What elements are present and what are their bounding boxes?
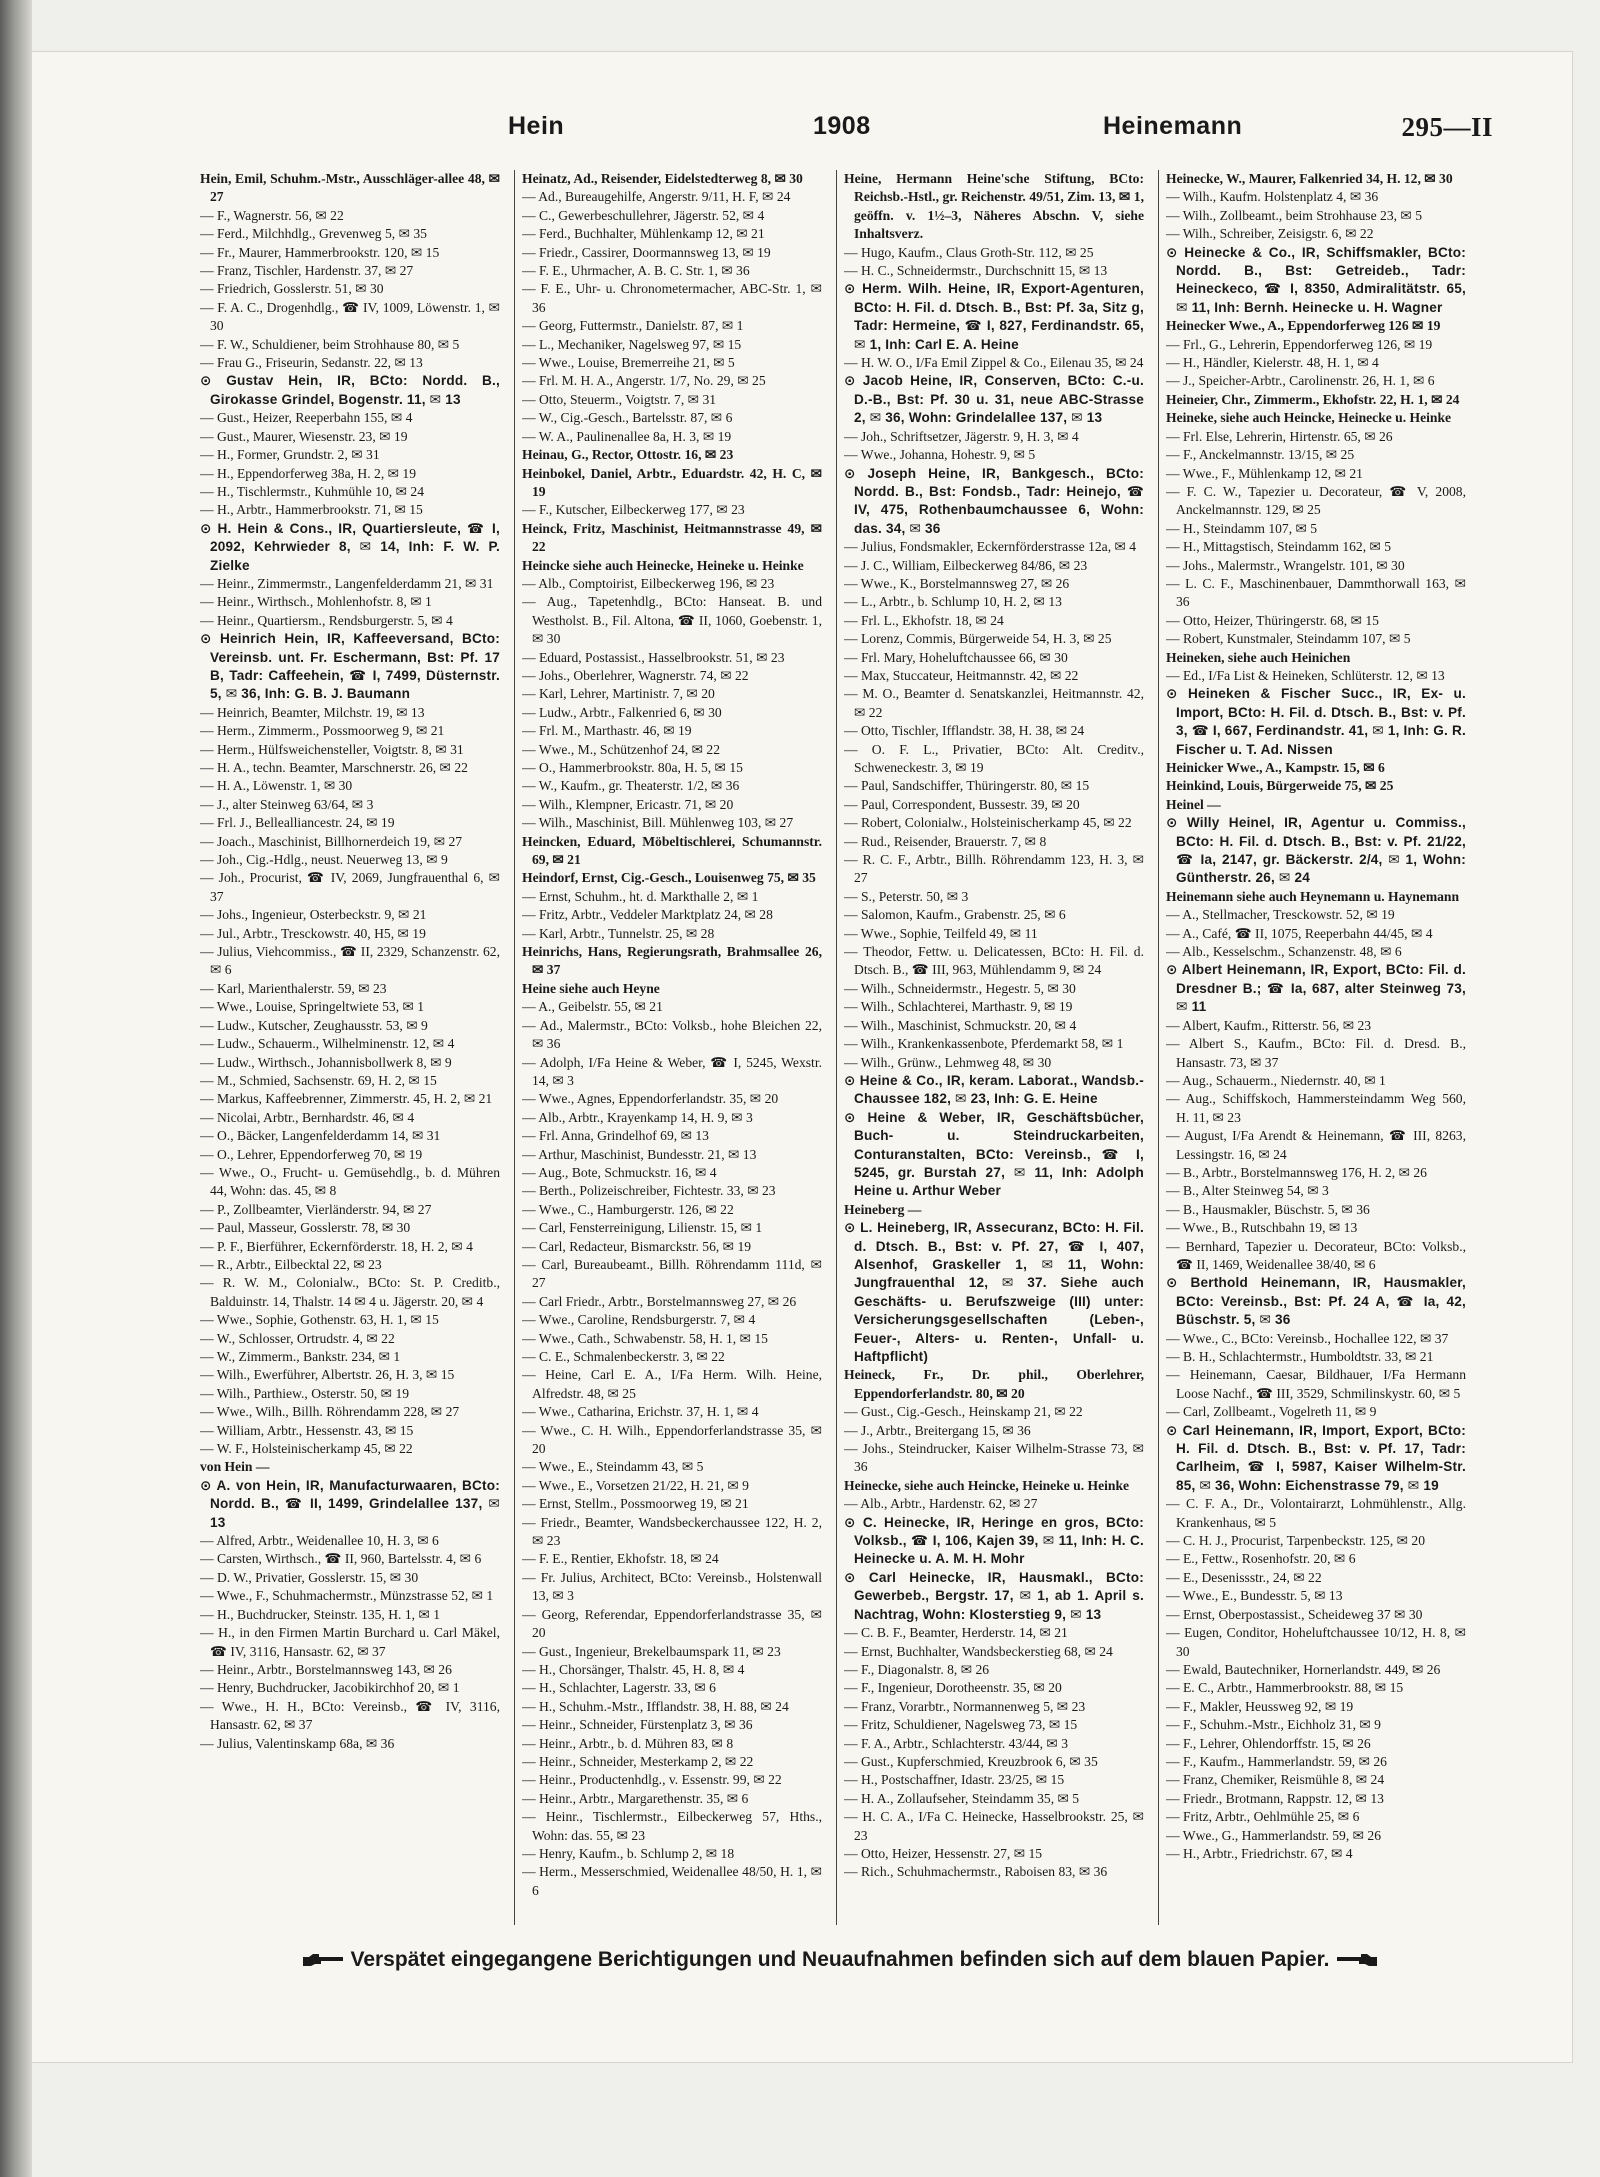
directory-entry: — J. C., William, Eilbeckerweg 84/86, ✉ 23 [844, 557, 1088, 573]
directory-entry: ⊙ Albert Heinemann, IR, Export, BCto: Fil. d. Dresdner B.; ☎ Ia, 687, alter Steinweg 73, ✉ 11 [1166, 962, 1466, 1015]
directory-entry: — Otto, Steuerm., Voigtstr. 7, ✉ 31 [522, 391, 717, 407]
directory-entry: — Albert S., Kaufm., BCto: Fil. d. Dresd. B., Hansastr. 73, ✉ 37 [1166, 1036, 1466, 1070]
directory-entry: — Johs., Steindrucker, Kaiser Wilhelm-Strasse 73, ✉ 36 [844, 1441, 1144, 1475]
column-divider [1158, 170, 1159, 1925]
directory-entry: — L. C. F., Maschinenbauer, Dammthorwall 163, ✉ 36 [1166, 575, 1466, 610]
directory-entry: — Gust., Cig.-Gesch., Heinskamp 21, ✉ 22 [844, 1404, 1083, 1420]
directory-entry: — R. C. F., Arbtr., Billh. Röhrendamm 123, H. 3, ✉ 27 [844, 852, 1144, 886]
directory-entry: — F. A. C., Drogenhdlg., ☎ IV, 1009, Löwenstr. 1, ✉ 30 [200, 299, 500, 334]
directory-entry: — Joh., Procurist, ☎ IV, 2069, Jungfrauenthal 6, ✉ 37 [200, 870, 500, 904]
directory-entry: — Carl, Bureaubeamt., Billh. Röhrendamm 111d, ✉ 27 [522, 1256, 822, 1291]
directory-entry: — Carl, Redacteur, Bismarckstr. 56, ✉ 19 [522, 1238, 752, 1254]
directory-entry: — Frl. J., Bellealliancestr. 24, ✉ 19 [200, 815, 395, 831]
directory-entry: Heincken, Eduard, Möbeltischlerei, Schumannstr. 69, ✉ 21 [522, 833, 822, 868]
directory-entry: — Adolph, I/Fa Heine & Weber, ☎ I, 5245, Wexstr. 14, ✉ 3 [522, 1054, 822, 1088]
directory-entry: — H., Tischlermstr., Kuhmühle 10, ✉ 24 [200, 483, 424, 499]
directory-entry: — H., Buchdrucker, Steinstr. 135, H. 1, ✉ 1 [200, 1606, 441, 1622]
directory-entry: — Aug., Tapetenhdlg., BCto: Hanseat. B. und Westholst. B., Fil. Altona, ☎ II, 1060, Goebenstr. 1, ✉ 30 [522, 594, 822, 647]
directory-entry: ⊙ Heine & Weber, IR, Geschäftsbücher, Buch- u. Steindruckarbeiten, Conturanstalten, BCto: Vereinsb., ☎ I, 5245, gr. Burstah 27, ✉ 11, Inh: Adolph Heine u. Arthur Weber [844, 1109, 1144, 1199]
directory-entry: — Fr., Maurer, Hammerbrookstr. 120, ✉ 15 [200, 244, 440, 260]
directory-entry: — Wilh., Schlachterei, Marthastr. 9, ✉ 19 [844, 999, 1073, 1015]
directory-entry: — P. F., Bierführer, Eckernförderstr. 18, H. 2, ✉ 4 [200, 1238, 473, 1254]
directory-entry: — Otto, Tischler, Ifflandstr. 38, H. 38, ✉ 24 [844, 723, 1085, 739]
directory-entry: — C. H. J., Procurist, Tarpenbeckstr. 125, ✉ 20 [1166, 1533, 1426, 1549]
directory-entry: — Julius, Valentinskamp 68a, ✉ 36 [200, 1735, 395, 1751]
directory-entry: — Ernst, Stellm., Possmoorweg 19, ✉ 21 [522, 1496, 749, 1512]
directory-entry: — Wilh., Ewerführer, Albertstr. 26, H. 3, ✉ 15 [200, 1367, 455, 1383]
directory-entry: — A., Café, ☎ II, 1075, Reeperbahn 44/45, ✉ 4 [1166, 925, 1433, 941]
directory-entry: Heindorf, Ernst, Cig.-Gesch., Louisenweg 75, ✉ 35 [522, 870, 816, 886]
directory-entry: Heinemann siehe auch Heynemann u. Haynemann [1166, 888, 1460, 904]
directory-entry: — William, Arbtr., Hessenstr. 43, ✉ 15 [200, 1422, 414, 1438]
directory-entry: — Max, Stuccateur, Heitmannstr. 42, ✉ 22 [844, 667, 1079, 683]
directory-entry: — D. W., Privatier, Gosslerstr. 15, ✉ 30 [200, 1569, 419, 1585]
directory-entry: — Wwe., O., Frucht- u. Gemüsehdlg., b. d. Mühren 44, Wohn: das. 45, ✉ 8 [200, 1164, 500, 1199]
directory-entry: Heinau, G., Rector, Ottostr. 16, ✉ 23 [522, 447, 734, 463]
directory-entry: — Wilh., Grünw., Lehmweg 48, ✉ 30 [844, 1054, 1052, 1070]
directory-entry: ⊙ Carl Heinemann, IR, Import, Export, BCto: H. Fil. d. Dtsch. B., Bst: v. Pf. 17, Tadr: Carlheim, ☎ I, 5987, Kaiser Wilhelm-Str. 85, ✉ 36, Wohn: Eichenstrasse 79, ✉ 19 [1166, 1422, 1466, 1493]
directory-entry: — Ad., Malermstr., BCto: Volksb., hohe Bleichen 22, ✉ 36 [522, 1017, 822, 1052]
page-number: 295—II [1401, 112, 1493, 142]
directory-entry: — Fr. Julius, Architect, BCto: Vereinsb., Holstenwall 13, ✉ 3 [522, 1569, 822, 1604]
directory-entry: — Karl, Arbtr., Tunnelstr. 25, ✉ 28 [522, 925, 715, 941]
directory-column-4 [1166, 170, 1466, 1925]
footer-text: Verspätet eingegangene Berichtigungen und Neuaufnahmen befinden sich auf dem blauen Papier. [350, 1948, 1330, 1971]
directory-entry: ⊙ L. Heineberg, IR, Assecuranz, BCto: H. Fil. d. Dtsch. B., Bst: v. Pf. 27, ☎ I, 407, Alsenhof, Graskeller 1, ✉ 11, Wohn: Jungfrauenthal 12, ✉ 37. Siehe auch Geschäfts- u. Berufszweige (III) unter: Versicherungsgesellschaften (Leben-, Feuer-, Alters- u. Renten-, Unfall- u. Haftpflicht) [844, 1220, 1144, 1364]
directory-entry: — Wwe., C. H. Wilh., Eppendorferlandstrasse 35, ✉ 20 [522, 1422, 822, 1457]
directory-entry: — Ferd., Milchhdlg., Grevenweg 5, ✉ 35 [200, 226, 427, 242]
directory-entry: — H., Chorsänger, Thalstr. 45, H. 8, ✉ 4 [522, 1661, 745, 1677]
directory-entry: — Eduard, Postassist., Hasselbrookstr. 51, ✉ 23 [522, 649, 785, 665]
directory-entry: ⊙ Heineken & Fischer Succ., IR, Ex- u. Import, BCto: H. Fil. d. Dtsch. B., Bst: v. Pf. 3, ☎ I, 667, Ferdinandstr. 41, ✉ 1, Inh: G. R. Fischer u. T. Ad. Nissen [1166, 686, 1466, 757]
directory-entry: — Wwe., F., Schuhmachermstr., Münzstrasse 52, ✉ 1 [200, 1588, 494, 1604]
directory-entry: — Gust., Heizer, Reeperbahn 155, ✉ 4 [200, 410, 413, 426]
directory-entry: — F., Lehrer, Ohlendorffstr. 15, ✉ 26 [1166, 1735, 1371, 1751]
directory-entry: — Fritz, Schuldiener, Nagelsweg 73, ✉ 15 [844, 1717, 1078, 1733]
directory-column-3 [844, 170, 1144, 1925]
directory-entry: — A., Stellmacher, Tresckowstr. 52, ✉ 19 [1166, 907, 1395, 923]
directory-entry: — H., in den Firmen Martin Burchard u. Carl Mäkel, ☎ IV, 3116, Hansastr. 62, ✉ 37 [200, 1625, 500, 1659]
directory-entry: Heine, Hermann Heine'sche Stiftung, BCto: Reichsb.-Hstl., gr. Reichenstr. 49/51, Zim. 13, ✉ 1, geöffn. v. 1½–3, Näheres Abschn. V, siehe Inhaltsverz. [844, 171, 1144, 242]
directory-entry: — Heine, Carl E. A., I/Fa Herm. Wilh. Heine, Alfredstr. 48, ✉ 25 [522, 1367, 822, 1401]
directory-entry: — Alb., Arbtr., Hardenstr. 62, ✉ 27 [844, 1496, 1038, 1512]
directory-entry: — Hugo, Kaufm., Claus Groth-Str. 112, ✉ 25 [844, 244, 1094, 260]
directory-entry: — Wwe., E., Bundesstr. 5, ✉ 13 [1166, 1588, 1343, 1604]
directory-entry: — Ernst, Schuhm., ht. d. Markthalle 2, ✉ 1 [522, 888, 759, 904]
directory-entry: — Frl. Anna, Grindelhof 69, ✉ 13 [522, 1128, 709, 1144]
directory-entry: Heincke siehe auch Heinecke, Heineke u. Heinke [522, 557, 804, 573]
directory-entry: — Wwe., B., Rutschbahn 19, ✉ 13 [1166, 1220, 1358, 1236]
directory-entry: — Wilh., Parthiew., Osterstr. 50, ✉ 19 [200, 1385, 410, 1401]
directory-entry: — Frl. L., Ekhofstr. 18, ✉ 24 [844, 612, 1004, 628]
directory-entry: ⊙ Jacob Heine, IR, Conserven, BCto: C.-u. D.-B., Bst: Pf. 30 u. 31, neue ABC-Strasse 2, ✉ 36, Wohn: Grindelallee 137, ✉ 13 [844, 373, 1144, 426]
directory-entry: — H., Schlachter, Lagerstr. 33, ✉ 6 [522, 1680, 716, 1696]
directory-entry: Heinel — [1166, 796, 1221, 812]
directory-entry: Heinck, Fritz, Maschinist, Heitmannstrasse 49, ✉ 22 [522, 520, 822, 555]
directory-entry: — L., Mechaniker, Nagelsweg 97, ✉ 15 [522, 336, 742, 352]
directory-entry: — J., Arbtr., Breitergang 15, ✉ 36 [844, 1422, 1031, 1438]
directory-entry: — Johs., Oberlehrer, Wagnerstr. 74, ✉ 22 [522, 667, 749, 683]
directory-entry: — Paul, Correspondent, Bussestr. 39, ✉ 20 [844, 796, 1080, 812]
directory-entry: Heinicker Wwe., A., Kampstr. 15, ✉ 6 [1166, 760, 1385, 775]
directory-entry: — B., Hausmakler, Büschstr. 5, ✉ 36 [1166, 1201, 1370, 1217]
directory-entry: ⊙ Joseph Heine, IR, Bankgesch., BCto: Nordd. B., Bst: Fondsb., Tadr: Heinejo, ☎ IV, 475, Rothenbaumchaussee 6, Wohn: das. 34, ✉ 36 [844, 465, 1144, 536]
directory-entry: — Otto, Heizer, Thüringerstr. 68, ✉ 15 [1166, 612, 1379, 628]
directory-entry: Heineke, siehe auch Heincke, Heinecke u. Heinke [1166, 410, 1452, 426]
directory-entry: Heineck, Fr., Dr. phil., Oberlehrer, Eppendorferlandstr. 80, ✉ 20 [844, 1367, 1144, 1401]
directory-entry: — Carl, Fensterreinigung, Lilienstr. 15, ✉ 1 [522, 1220, 763, 1236]
column-divider [836, 170, 837, 1925]
directory-entry: — F. E., Rentier, Ekhofstr. 18, ✉ 24 [522, 1551, 719, 1567]
directory-entry: — Salomon, Kaufm., Grabenstr. 25, ✉ 6 [844, 907, 1066, 923]
directory-entry: — Nicolai, Arbtr., Bernhardstr. 46, ✉ 4 [200, 1109, 415, 1125]
directory-entry: — Wilh., Maschinist, Bill. Mühlenweg 103, ✉ 27 [522, 815, 794, 831]
directory-entry: — W. F., Holsteinischerkamp 45, ✉ 22 [200, 1441, 413, 1457]
header-last-name: Heinemann [1103, 112, 1243, 140]
directory-entry: — Friedr., Beamter, Wandsbeckerchaussee 122, H. 2, ✉ 23 [522, 1514, 822, 1549]
directory-entry: Heinbokel, Daniel, Arbtr., Eduardstr. 42, H. C, ✉ 19 [522, 465, 822, 499]
directory-entry: — S., Peterstr. 50, ✉ 3 [844, 888, 969, 904]
directory-entry: — Lorenz, Commis, Bürgerweide 54, H. 3, ✉ 25 [844, 631, 1112, 647]
directory-entry: Heinecke, siehe auch Heincke, Heineke u. Heinke [844, 1477, 1130, 1493]
directory-entry: — Eugen, Conditor, Hoheluftchaussee 10/12, H. 8, ✉ 30 [1166, 1625, 1466, 1659]
directory-entry: — Theodor, Fettw. u. Delicatessen, BCto: H. Fil. d. Dtsch. B., ☎ III, 963, Mühlendamm 9, ✉ 24 [844, 944, 1144, 978]
directory-entry: — Heinr., Arbtr., Margarethenstr. 35, ✉ 6 [522, 1790, 749, 1806]
directory-entry: — Heinr., Arbtr., b. d. Mühren 83, ✉ 8 [522, 1735, 734, 1751]
directory-entry: — Robert, Colonialw., Holsteinischerkamp 45, ✉ 22 [844, 815, 1132, 831]
directory-entry: Heinrichs, Hans, Regierungsrath, Brahmsallee 26, ✉ 37 [522, 944, 822, 978]
directory-entry: — F. W., Schuldiener, beim Strohhause 80, ✉ 5 [200, 336, 460, 352]
directory-entry: — M., Schmied, Sachsenstr. 69, H. 2, ✉ 15 [200, 1072, 437, 1088]
directory-entry: — Heinr., Wirthsch., Mohlenhofstr. 8, ✉ 1 [200, 594, 432, 610]
directory-entry: — Johs., Ingenieur, Osterbeckstr. 9, ✉ 21 [200, 907, 427, 923]
directory-entry: — W., Kaufm., gr. Theaterstr. 1/2, ✉ 36 [522, 778, 740, 794]
directory-entry: — Ludw., Arbtr., Falkenried 6, ✉ 30 [522, 704, 722, 720]
directory-entry: — Julius, Fondsmakler, Eckernförderstrasse 12a, ✉ 4 [844, 539, 1137, 555]
directory-entry: — F., Diagonalstr. 8, ✉ 26 [844, 1661, 990, 1677]
directory-entry: — Ernst, Oberpostassist., Scheideweg 37 ✉ 30 [1166, 1606, 1423, 1622]
header-year: 1908 [813, 112, 871, 140]
directory-entry: — F., Makler, Heussweg 92, ✉ 19 [1166, 1698, 1354, 1714]
directory-entry: — Otto, Heizer, Hessenstr. 27, ✉ 15 [844, 1845, 1043, 1861]
directory-entry: — Karl, Marienthalerstr. 59, ✉ 23 [200, 980, 387, 996]
directory-entry: ⊙ Heine & Co., IR, keram. Laborat., Wandsb.-Chaussee 182, ✉ 23, Inh: G. E. Heine [844, 1072, 1144, 1107]
directory-entry: — J., alter Steinweg 63/64, ✉ 3 [200, 796, 374, 812]
directory-entry: — Ludw., Wirthsch., Johannisbollwerk 8, ✉ 9 [200, 1054, 452, 1070]
directory-entry: — Bernhard, Tapezier u. Decorateur, BCto: Volksb., ☎ II, 1469, Weidenallee 38/40, ✉ 6 [1166, 1238, 1466, 1272]
directory-entry: — E., Fettw., Rosenhofstr. 20, ✉ 6 [1166, 1551, 1356, 1567]
directory-entry: — Jul., Arbtr., Tresckowstr. 40, H5, ✉ 19 [200, 925, 426, 941]
directory-entry: — Henry, Buchdrucker, Jacobikirchhof 20, ✉ 1 [200, 1680, 460, 1696]
directory-entry: — Wwe., E., Vorsetzen 21/22, H. 21, ✉ 9 [522, 1477, 749, 1493]
directory-entry: — F., Ingenieur, Dorotheenstr. 35, ✉ 20 [844, 1680, 1062, 1696]
directory-entry: ⊙ Heinecke & Co., IR, Schiffsmakler, BCto: Nordd. B., Bst: Getreideb., Tadr: Heineckeco, ☎ I, 8350, Admiralitätstr. 65, ✉ 11, Inh: Bernh. Heinecke u. H. Wagner [1166, 244, 1466, 315]
directory-entry: — Wwe., C., Hamburgerstr. 126, ✉ 22 [522, 1201, 734, 1217]
directory-entry: — Wwe., K., Borstelmannsweg 27, ✉ 26 [844, 575, 1070, 591]
directory-entry: — Frl. Else, Lehrerin, Hirtenstr. 65, ✉ 26 [1166, 428, 1393, 444]
directory-entry: — Heinr., Schneider, Mesterkamp 2, ✉ 22 [522, 1753, 754, 1769]
directory-entry: Heineken, siehe auch Heinichen [1166, 649, 1351, 665]
directory-entry: — Gust., Ingenieur, Brekelbaumspark 11, ✉ 23 [522, 1643, 781, 1659]
directory-entry: — Berth., Polizeischreiber, Fichtestr. 33, ✉ 23 [522, 1183, 776, 1199]
directory-entry: — E. C., Arbtr., Hammerbrookstr. 88, ✉ 15 [1166, 1680, 1404, 1696]
directory-column-1 [200, 170, 500, 1925]
directory-entry: ⊙ Heinrich Hein, IR, Kaffeeversand, BCto: Vereinsb. unt. Fr. Eschermann, Bst: Pf. 17 B, Tadr: Caffeehein, ☎ I, 7499, Düsternstr. 5, ✉ 36, Inh: G. B. J. Baumann [200, 631, 500, 702]
directory-entry: — F. A., Arbtr., Schlachterstr. 43/44, ✉ 3 [844, 1735, 1069, 1751]
directory-entry: — F., Kutscher, Eilbeckerweg 177, ✉ 23 [522, 502, 745, 518]
pointing-hand-right-icon [301, 1952, 345, 1968]
directory-entry: — H. A., techn. Beamter, Marschnerstr. 26, ✉ 22 [200, 760, 468, 775]
directory-entry: ⊙ Berthold Heinemann, IR, Hausmakler, BCto: Vereinsb., Bst: Pf. 24 A, ☎ Ia, 42, Büschstr. 5, ✉ 36 [1166, 1275, 1466, 1328]
directory-entry: — C. E., Schmalenbeckerstr. 3, ✉ 22 [522, 1349, 725, 1364]
directory-entry: — H., Arbtr., Hammerbrookstr. 71, ✉ 15 [200, 502, 423, 518]
book-spine [0, 0, 32, 2177]
directory-entry: — Wwe., Johanna, Hohestr. 9, ✉ 5 [844, 447, 1036, 463]
directory-entry: — Alb., Comptoirist, Eilbeckerweg 196, ✉ 23 [522, 575, 775, 591]
directory-entry: — O., Hammerbrookstr. 80a, H. 5, ✉ 15 [522, 760, 743, 775]
directory-entry: ⊙ A. von Hein, IR, Manufacturwaaren, BCto: Nordd. B., ☎ II, 1499, Grindelallee 137, ✉ 13 [200, 1477, 500, 1530]
directory-entry: — Aug., Schauerm., Niedernstr. 40, ✉ 1 [1166, 1072, 1386, 1088]
directory-entry: — Joach., Maschinist, Billhornerdeich 19, ✉ 27 [200, 833, 463, 849]
directory-entry: — Wwe., Agnes, Eppendorferlandstr. 35, ✉ 20 [522, 1091, 779, 1107]
directory-entry: — Rich., Schuhmachermstr., Raboisen 83, ✉ 36 [844, 1864, 1108, 1880]
directory-entry: — H. A., Löwenstr. 1, ✉ 30 [200, 778, 353, 794]
directory-entry: — Ludw., Schauerm., Wilhelminenstr. 12, ✉ 4 [200, 1036, 455, 1052]
directory-entry: — Franz, Vorarbtr., Normannenweg 5, ✉ 23 [844, 1698, 1086, 1714]
directory-entry: — Heinrich, Beamter, Milchstr. 19, ✉ 13 [200, 704, 425, 720]
directory-entry: — August, I/Fa Arendt & Heinemann, ☎ III, 8263, Lessingstr. 16, ✉ 24 [1166, 1128, 1466, 1162]
directory-entry: — Friedr., Cassirer, Doormannsweg 13, ✉ 19 [522, 244, 771, 260]
directory-entry: — Frl. M., Marthastr. 46, ✉ 19 [522, 723, 692, 739]
directory-entry: — Wwe., F., Mühlenkamp 12, ✉ 21 [1166, 465, 1363, 481]
directory-entry: — W. A., Paulinenallee 8a, H. 3, ✉ 19 [522, 428, 732, 444]
directory-entry: — Paul, Masseur, Gosslerstr. 78, ✉ 30 [200, 1220, 411, 1236]
directory-columns [200, 170, 1480, 1925]
directory-entry: — H., Arbtr., Friedrichstr. 67, ✉ 4 [1166, 1845, 1353, 1861]
directory-entry: — Franz, Chemiker, Reismühle 8, ✉ 24 [1166, 1772, 1385, 1788]
directory-entry: — Wilh., Krankenkassenbote, Pferdemarkt 58, ✉ 1 [844, 1036, 1124, 1052]
directory-entry: — C. F. A., Dr., Volontairarzt, Lohmühlenstr., Allg. Krankenhaus, ✉ 5 [1166, 1496, 1466, 1530]
directory-entry: — Arthur, Maschinist, Bundesstr. 21, ✉ 13 [522, 1146, 757, 1162]
directory-entry: Heinatz, Ad., Reisender, Eidelstedterweg 8, ✉ 30 [522, 171, 803, 186]
directory-entry: Heineberg — [844, 1201, 922, 1217]
directory-entry: — H., Postschaffner, Idastr. 23/25, ✉ 15 [844, 1772, 1065, 1788]
directory-entry: — Aug., Bote, Schmuckstr. 16, ✉ 4 [522, 1164, 717, 1180]
directory-entry: — Frau G., Friseurin, Sedanstr. 22, ✉ 13 [200, 355, 423, 371]
directory-entry: — M. O., Beamter d. Senatskanzlei, Heitmannstr. 42, ✉ 22 [844, 686, 1144, 720]
directory-entry: — L., Arbtr., b. Schlump 10, H. 2, ✉ 13 [844, 594, 1062, 610]
directory-entry: — H., Former, Grundstr. 2, ✉ 31 [200, 447, 380, 463]
directory-entry: — Frl. Mary, Hoheluftchaussee 66, ✉ 30 [844, 649, 1068, 665]
directory-entry: — P., Zollbeamter, Vierländerstr. 94, ✉ 27 [200, 1201, 432, 1217]
directory-entry: — Carsten, Wirthsch., ☎ II, 960, Bartelsstr. 4, ✉ 6 [200, 1551, 482, 1567]
directory-entry: — R., Arbtr., Eilbecktal 22, ✉ 23 [200, 1256, 382, 1272]
directory-entry: — Johs., Malermstr., Wrangelstr. 101, ✉ 30 [1166, 557, 1405, 573]
directory-entry: — H., Eppendorferweg 38a, H. 2, ✉ 19 [200, 465, 416, 481]
directory-entry: — Albert, Kaufm., Ritterstr. 56, ✉ 23 [1166, 1017, 1372, 1033]
directory-entry: — H. C., Schneidermstr., Durchschnitt 15, ✉ 13 [844, 263, 1108, 279]
directory-entry: Heinecke, W., Maurer, Falkenried 34, H. 12, ✉ 30 [1166, 171, 1453, 186]
directory-entry: — F., Kaufm., Hammerlandstr. 59, ✉ 26 [1166, 1753, 1387, 1769]
column-divider [514, 170, 515, 1925]
directory-entry: — W., Cig.-Gesch., Bartelsstr. 87, ✉ 6 [522, 410, 733, 426]
directory-entry: — Frl. M. H. A., Angerstr. 1/7, No. 29, ✉ 25 [522, 373, 766, 389]
directory-entry: — Wilh., Klempner, Ericastr. 71, ✉ 20 [522, 796, 734, 812]
directory-entry: — O., Lehrer, Eppendorferweg 70, ✉ 19 [200, 1146, 423, 1162]
pointing-hand-left-icon [1335, 1952, 1379, 1968]
footer-notice [200, 1940, 1480, 1980]
directory-entry: — O., Bäcker, Langenfelderdamm 14, ✉ 31 [200, 1128, 441, 1144]
directory-entry: — Wilh., Maschinist, Schmuckstr. 20, ✉ 4 [844, 1017, 1077, 1033]
directory-column-2 [522, 170, 822, 1925]
directory-entry: — H. W. O., I/Fa Emil Zippel & Co., Eilenau 35, ✉ 24 [844, 355, 1144, 371]
directory-entry: — Heinr., Quartiersm., Rendsburgerstr. 5, ✉ 4 [200, 612, 453, 628]
directory-entry: — Ewald, Bautechniker, Hornerlandstr. 449, ✉ 26 [1166, 1661, 1441, 1677]
directory-entry: — Wilh., Schreiber, Zeisigstr. 6, ✉ 22 [1166, 226, 1374, 242]
directory-entry: — Wwe., Louise, Springeltwiete 53, ✉ 1 [200, 999, 425, 1015]
directory-entry: — Wwe., Catharina, Erichstr. 37, H. 1, ✉ 4 [522, 1404, 759, 1420]
directory-entry: — Alb., Kesselschm., Schanzenstr. 48, ✉ 6 [1166, 944, 1402, 960]
directory-entry: ⊙ Carl Heinecke, IR, Hausmakl., BCto: Gewerbeb., Bergstr. 17, ✉ 1, ab 1. April s. Nachtrag, Wohn: Klosterstieg 9, ✉ 13 [844, 1569, 1144, 1622]
directory-entry: — F. C. W., Tapezier u. Decorateur, ☎ V, 2008, Anckelmannstr. 129, ✉ 25 [1166, 483, 1466, 518]
directory-entry: Heineier, Chr., Zimmerm., Ekhofstr. 22, H. 1, ✉ 24 [1166, 391, 1460, 407]
directory-entry: — H., Mittagstisch, Steindamm 162, ✉ 5 [1166, 539, 1392, 555]
directory-entry: — Wilh., Zollbeamt., beim Strohhause 23, ✉ 5 [1166, 207, 1423, 223]
directory-entry: — Heinr., Productenhdlg., v. Essenstr. 99, ✉ 22 [522, 1772, 782, 1788]
directory-entry: — B. H., Schlachtermstr., Humboldtstr. 33, ✉ 21 [1166, 1349, 1434, 1364]
directory-entry: — H., Steindamm 107, ✉ 5 [1166, 520, 1318, 536]
directory-entry: — Joh., Cig.-Hdlg., neust. Neuerweg 13, ✉ 9 [200, 852, 448, 868]
directory-entry: — Wwe., Sophie, Teilfeld 49, ✉ 11 [844, 925, 1038, 941]
directory-entry: — Georg, Futtermstr., Danielstr. 87, ✉ 1 [522, 318, 744, 334]
directory-entry: — Wwe., G., Hammerlandstr. 59, ✉ 26 [1166, 1827, 1382, 1843]
directory-entry: — Gust., Kupferschmied, Kreuzbrook 6, ✉ 35 [844, 1753, 1098, 1769]
directory-entry: — Georg, Referendar, Eppendorferlandstrasse 35, ✉ 20 [522, 1606, 822, 1641]
directory-entry: — Gust., Maurer, Wiesenstr. 23, ✉ 19 [200, 428, 408, 444]
directory-entry: ⊙ Gustav Hein, IR, BCto: Nordd. B., Girokasse Grindel, Bogenstr. 11, ✉ 13 [200, 373, 500, 407]
directory-entry: Heinecker Wwe., A., Eppendorferweg 126 ✉ 19 [1166, 318, 1441, 334]
directory-entry: ⊙ Willy Heinel, IR, Agentur u. Commiss., BCto: H. Fil. d. Dtsch. B., Bst: v. Pf. 21/22, ☎ Ia, 2147, gr. Bäckerstr. 2/4, ✉ 1, Wohn: Güntherstr. 26, ✉ 24 [1166, 815, 1466, 886]
directory-entry: — Heinemann, Caesar, Bildhauer, I/Fa Hermann Loose Nachf., ☎ III, 3529, Schmilinskystr. 60, ✉ 5 [1166, 1367, 1466, 1401]
directory-entry: — Aug., Schiffskoch, Hammersteindamm Weg 560, H. 11, ✉ 23 [1166, 1091, 1466, 1125]
directory-entry: — O. F. L., Privatier, BCto: Alt. Creditv., Schweneckestr. 3, ✉ 19 [844, 741, 1144, 775]
directory-entry: — J., Speicher-Arbtr., Carolinenstr. 26, H. 1, ✉ 6 [1166, 373, 1435, 389]
directory-entry: — B., Arbtr., Borstelmannsweg 176, H. 2, ✉ 26 [1166, 1164, 1427, 1180]
directory-entry: — Herm., Zimmerm., Possmoorweg 9, ✉ 21 [200, 723, 445, 739]
directory-entry: — Friedr., Brotmann, Rappstr. 12, ✉ 13 [1166, 1790, 1384, 1806]
directory-entry: — Herm., Messerschmied, Weidenallee 48/50, H. 1, ✉ 6 [522, 1864, 822, 1898]
directory-entry: — Heinr., Arbtr., Borstelmannsweg 143, ✉ 26 [200, 1661, 452, 1677]
directory-entry: — H., Schuhm.-Mstr., Ifflandstr. 38, H. 88, ✉ 24 [522, 1698, 789, 1714]
directory-entry: — R. W. M., Colonialw., BCto: St. P. Creditb., Balduinstr. 14, Thalstr. 14 ✉ 4 u. Jägerstr. 20, ✉ 4 [200, 1275, 500, 1309]
directory-entry: von Hein — [200, 1459, 270, 1475]
directory-entry: — Robert, Kunstmaler, Steindamm 107, ✉ 5 [1166, 631, 1411, 647]
directory-entry: — H. C. A., I/Fa C. Heinecke, Hasselbrookstr. 25, ✉ 23 [844, 1809, 1144, 1843]
directory-entry: — Ed., I/Fa List & Heineken, Schlüterstr. 12, ✉ 13 [1166, 667, 1445, 683]
directory-entry: — Julius, Viehcommiss., ☎ II, 2329, Schanzenstr. 62, ✉ 6 [200, 944, 500, 978]
directory-entry: — Ludw., Kutscher, Zeughausstr. 53, ✉ 9 [200, 1017, 428, 1033]
directory-entry: — Frl., G., Lehrerin, Eppendorferweg 126, ✉ 19 [1166, 336, 1433, 352]
directory-entry: — C. B. F., Beamter, Herderstr. 14, ✉ 21 [844, 1625, 1068, 1641]
directory-entry: — C., Gewerbeschullehrer, Jägerstr. 52, ✉ 4 [522, 207, 765, 223]
directory-entry: — F., Wagnerstr. 56, ✉ 22 [200, 207, 344, 223]
directory-entry: — B., Alter Steinweg 54, ✉ 3 [1166, 1183, 1329, 1199]
directory-entry: — F., Anckelmannstr. 13/15, ✉ 25 [1166, 447, 1355, 463]
directory-entry: — Heinr., Schneider, Fürstenplatz 3, ✉ 36 [522, 1717, 753, 1733]
directory-entry: — Karl, Lehrer, Martinistr. 7, ✉ 20 [522, 686, 715, 702]
directory-entry: — Henry, Kaufm., b. Schlump 2, ✉ 18 [522, 1845, 735, 1861]
directory-entry: — Heinr., Zimmermstr., Langenfelderdamm 21, ✉ 31 [200, 575, 494, 591]
directory-entry: — F. E., Uhrmacher, A. B. C. Str. 1, ✉ 36 [522, 263, 750, 279]
directory-entry: ⊙ H. Hein & Cons., IR, Quartiersleute, ☎ I, 2092, Kehrwieder 8, ✉ 14, Inh: F. W. P. Zielke [200, 520, 500, 573]
directory-entry: — H., Händler, Kielerstr. 48, H. 1, ✉ 4 [1166, 355, 1379, 371]
directory-entry: — Ferd., Buchhalter, Mühlenkamp 12, ✉ 21 [522, 226, 765, 242]
directory-entry: — Franz, Tischler, Hardenstr. 37, ✉ 27 [200, 263, 414, 279]
directory-entry: — Alb., Arbtr., Krayenkamp 14, H. 9, ✉ 3 [522, 1109, 753, 1125]
directory-entry: — Wwe., C., BCto: Vereinsb., Hochallee 122, ✉ 37 [1166, 1330, 1449, 1346]
directory-entry: — E., Desenissstr., 24, ✉ 22 [1166, 1569, 1322, 1585]
directory-entry: — Herm., Hülfsweichensteller, Voigtstr. 8, ✉ 31 [200, 741, 464, 757]
directory-entry: — F., Schuhm.-Mstr., Eichholz 31, ✉ 9 [1166, 1717, 1381, 1733]
directory-entry: ⊙ C. Heinecke, IR, Heringe en gros, BCto: Volksb., ☎ I, 106, Kajen 39, ✉ 11, Inh: H. C. Heinecke u. A. M. H. Mohr [844, 1514, 1144, 1567]
directory-entry: — Carl Friedr., Arbtr., Borstelmannsweg 27, ✉ 26 [522, 1293, 797, 1309]
directory-entry: — Wwe., E., Steindamm 43, ✉ 5 [522, 1459, 704, 1475]
directory-entry: — Wwe., M., Schützenhof 24, ✉ 22 [522, 741, 721, 757]
directory-entry: — Wwe., Cath., Schwabenstr. 58, H. 1, ✉ 15 [522, 1330, 768, 1346]
directory-entry: — Wwe., Caroline, Rendsburgerstr. 7, ✉ 4 [522, 1312, 756, 1328]
page-header [148, 112, 1493, 146]
directory-entry: — Heinr., Tischlermstr., Eilbeckerweg 57, Hths., Wohn: das. 55, ✉ 23 [522, 1809, 822, 1843]
directory-entry: — Paul, Sandschiffer, Thüringerstr. 80, ✉ 15 [844, 778, 1090, 794]
directory-entry: — Wwe., H. H., BCto: Vereinsb., ☎ IV, 3116, Hansastr. 62, ✉ 37 [200, 1698, 500, 1733]
directory-entry: — Carl, Zollbeamt., Vogelreth 11, ✉ 9 [1166, 1404, 1377, 1420]
directory-entry: — Wwe., Wilh., Billh. Röhrendamm 228, ✉ 27 [200, 1404, 460, 1420]
directory-entry: — Wwe., Sophie, Gothenstr. 63, H. 1, ✉ 15 [200, 1312, 439, 1328]
directory-entry: Heinkind, Louis, Bürgerweide 75, ✉ 25 [1166, 778, 1394, 794]
directory-entry: — H. A., Zollaufseher, Steindamm 35, ✉ 5 [844, 1790, 1080, 1806]
directory-entry: — Fritz, Arbtr., Oehlmühle 25, ✉ 6 [1166, 1809, 1360, 1825]
header-first-name: Hein [508, 112, 565, 140]
directory-entry: ⊙ Herm. Wilh. Heine, IR, Export-Agenturen, BCto: H. Fil. d. Dtsch. B., Bst: Pf. 3a, Sitz g, Tadr: Hermeine, ☎ I, 827, Ferdinandstr. 65, ✉ 1, Inh: Carl E. A. Heine [844, 281, 1144, 352]
directory-entry: — Ad., Bureaugehilfe, Angerstr. 9/11, H. F, ✉ 24 [522, 189, 791, 205]
directory-entry: — Wwe., Louise, Bremerreihe 21, ✉ 5 [522, 355, 735, 371]
directory-entry: — Fritz, Arbtr., Veddeler Marktplatz 24, ✉ 28 [522, 907, 773, 923]
directory-entry: — Rud., Reisender, Brauerstr. 7, ✉ 8 [844, 833, 1047, 849]
directory-entry: Heine siehe auch Heyne [522, 980, 660, 996]
directory-entry: — W., Schlosser, Ortrudstr. 4, ✉ 22 [200, 1330, 395, 1346]
directory-entry: — F. E., Uhr- u. Chronometermacher, ABC-Str. 1, ✉ 36 [522, 281, 822, 315]
directory-entry: Hein, Emil, Schuhm.-Mstr., Ausschläger-allee 48, ✉ 27 [200, 171, 500, 205]
directory-entry: — Markus, Kaffeebrenner, Zimmerstr. 45, H. 2, ✉ 21 [200, 1091, 493, 1107]
directory-entry: — A., Geibelstr. 55, ✉ 21 [522, 999, 663, 1015]
directory-entry: — W., Zimmerm., Bankstr. 234, ✉ 1 [200, 1349, 401, 1364]
directory-entry: — Joh., Schriftsetzer, Jägerstr. 9, H. 3, ✉ 4 [844, 428, 1079, 444]
directory-entry: — Friedrich, Gosslerstr. 51, ✉ 30 [200, 281, 384, 297]
directory-entry: — Wilh., Schneidermstr., Hegestr. 5, ✉ 30 [844, 980, 1076, 996]
directory-entry: — Wilh., Kaufm. Holstenplatz 4, ✉ 36 [1166, 189, 1379, 205]
directory-entry: — Ernst, Buchhalter, Wandsbeckerstieg 68, ✉ 24 [844, 1643, 1113, 1659]
directory-entry: — Alfred, Arbtr., Weidenallee 10, H. 3, ✉ 6 [200, 1533, 439, 1549]
